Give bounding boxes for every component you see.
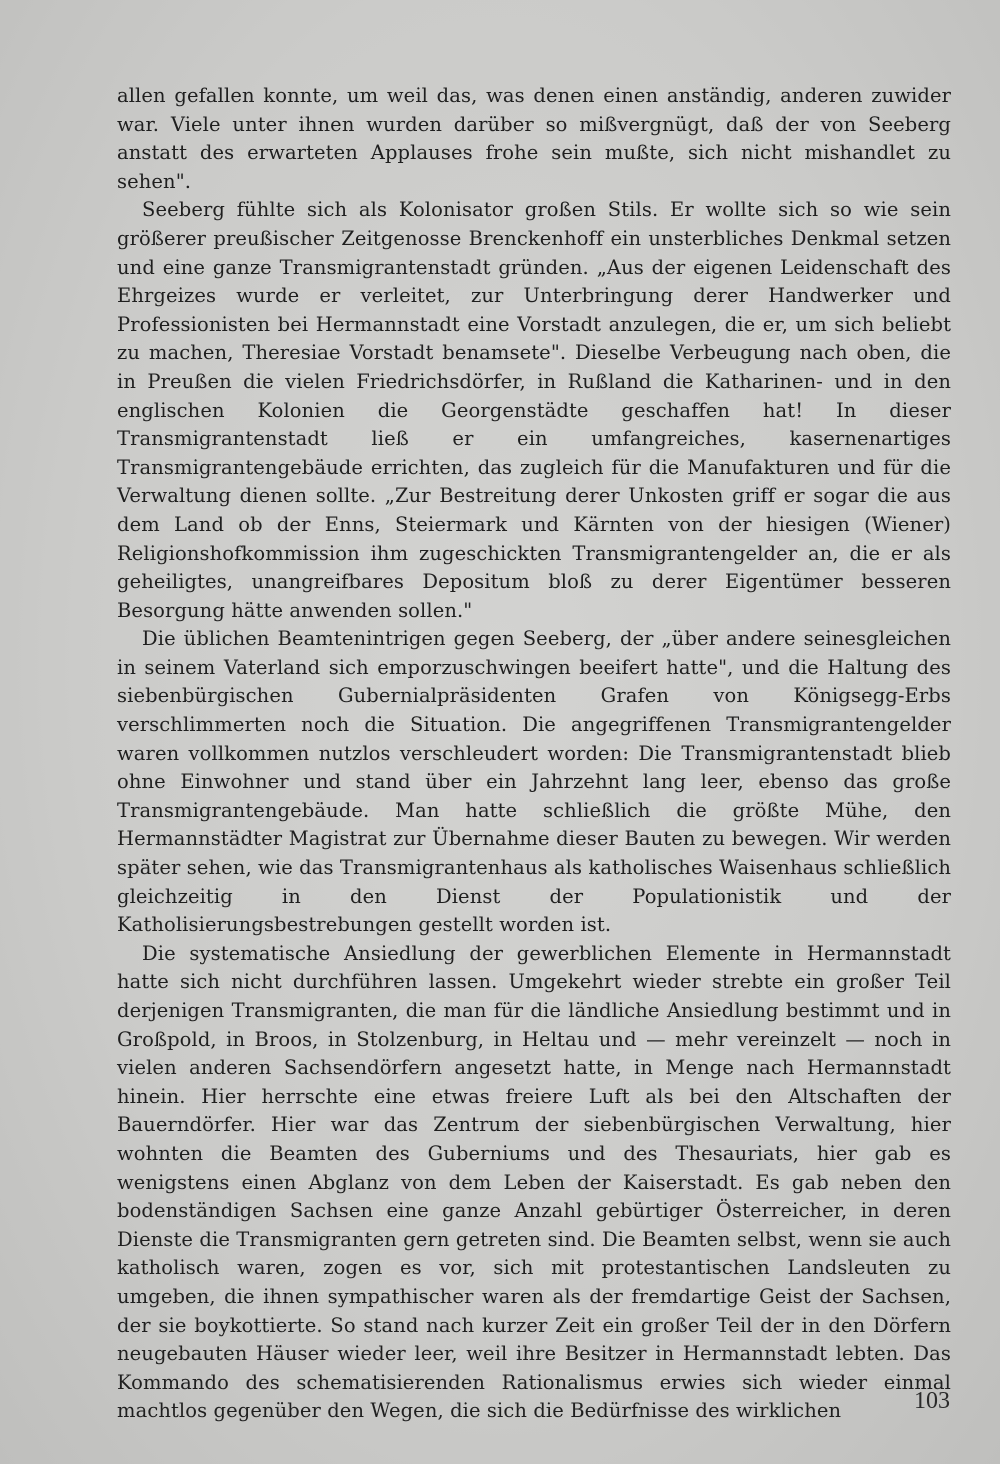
paragraph-2: Seeberg fühlte sich als Kolonisator großen Stils. Er wollte sich so wie sein größerer preußischer Zeitgenosse Brenckenhoff ein unsterbliches Denkmal setzen und eine ganze Transmigrantenstadt gründen. „Aus der eigenen Leidenschaft des Ehrgeizes wurde er verleitet, zur Unterbringung derer Handwerker und Professionisten bei Hermannstadt eine Vorstadt anzulegen, die er, um sich beliebt zu machen, Theresiae Vorstadt benamsete". Dieselbe Verbeugung nach oben, die in Preußen die vielen Friedrichsdörfer, in Rußland die Katharinen- und in den englischen Kolonien die Georgenstädte geschaffen hat! In dieser Transmigrantenstadt ließ er ein umfangreiches, kasernenartiges Transmigrantengebäude errichten, das zugleich für die Manufakturen und für die Verwaltung dienen sollte. „Zur Bestreitung derer Unkosten griff er sogar die aus dem Land ob der Enns, Steiermark und Kärnten von der hiesigen (Wiener) Religionshofkommission ihm zugeschickten Transmigrantengelder an, die er als geheiligtes, unangreifbares Depositum bloß zu derer Eigentümer besseren Besorgung hätte anwenden sollen." <box>117 198 951 622</box>
paragraph-4: Die systematische Ansiedlung der gewerblichen Elemente in Hermannstadt hatte sich nicht durchführen lassen. Umgekehrt wieder strebte ein großer Teil derjenigen Transmigranten, die man für die ländliche Ansiedlung bestimmt und in Großpold, in Broos, in Stolzenburg, in Heltau und — mehr vereinzelt — noch in vielen anderen Sachsendörfern angesetzt hatte, in Menge nach Hermannstadt hinein. Hier herrschte eine etwas freiere Luft als bei den Altschaften der Bauerndörfer. Hier war das Zentrum der siebenbürgischen Verwaltung, hier wohnten die Beamten des Guberniums und des Thesauriats, hier gab es wenigstens einen Abglanz von dem Leben der Kaiserstadt. Es gab neben den bodenständigen Sachsen eine ganze Anzahl gebürtiger Österreicher, in deren Dienste die Transmigranten gern getreten sind. Die Beamten selbst, wenn sie auch katholisch waren, zogen es vor, sich mit protestantischen Landsleuten zu umgeben, die ihnen sympathischer waren als der fremdartige Geist der Sachsen, der sie boykottierte. So stand nach kurzer Zeit ein großer Teil der in den Dörfern neugebauten Häuser wieder leer, weil ihre Besitzer in Hermannstadt lebten. Das Kommando des schematisierenden Rationalismus erwies sich wieder einmal machtlos gegenüber den Wegen, die sich die Bedürfnisse des wirklichen <box>117 941 951 1423</box>
body-text <box>117 82 951 1426</box>
paragraph-3: Die üblichen Beamtenintrigen gegen Seeberg, der „über andere seinesgleichen in seinem Vaterland sich emporzuschwingen beeifert hatte", und die Haltung des siebenbürgischen Gubernialpräsidenten Grafen von Königsegg-Erbs verschlimmerten noch die Situation. Die angegriffenen Transmigrantengelder waren vollkommen nutzlos verschleudert worden: Die Transmigrantenstadt blieb ohne Einwohner und stand über ein Jahrzehnt lang leer, ebenso das große Transmigrantengebäude. Man hatte schließlich die größte Mühe, den Hermannstädter Magistrat zur Übernahme dieser Bauten zu bewegen. Wir werden später sehen, wie das Transmigrantenhaus als katholisches Waisenhaus schließlich gleichzeitig in den Dienst der Populationistik und der Katholisierungsbestrebungen gestellt worden ist. <box>117 627 951 937</box>
paragraph-1: allen gefallen konnte, um weil das, was denen einen anständig, anderen zuwider war. Viele unter ihnen wurden darüber so mißvergnügt, daß der von Seeberg anstatt des erwarteten Applauses frohe sein mußte, sich nicht mishandlet zu sehen". <box>117 84 951 193</box>
page-number: 103 <box>914 1388 950 1414</box>
